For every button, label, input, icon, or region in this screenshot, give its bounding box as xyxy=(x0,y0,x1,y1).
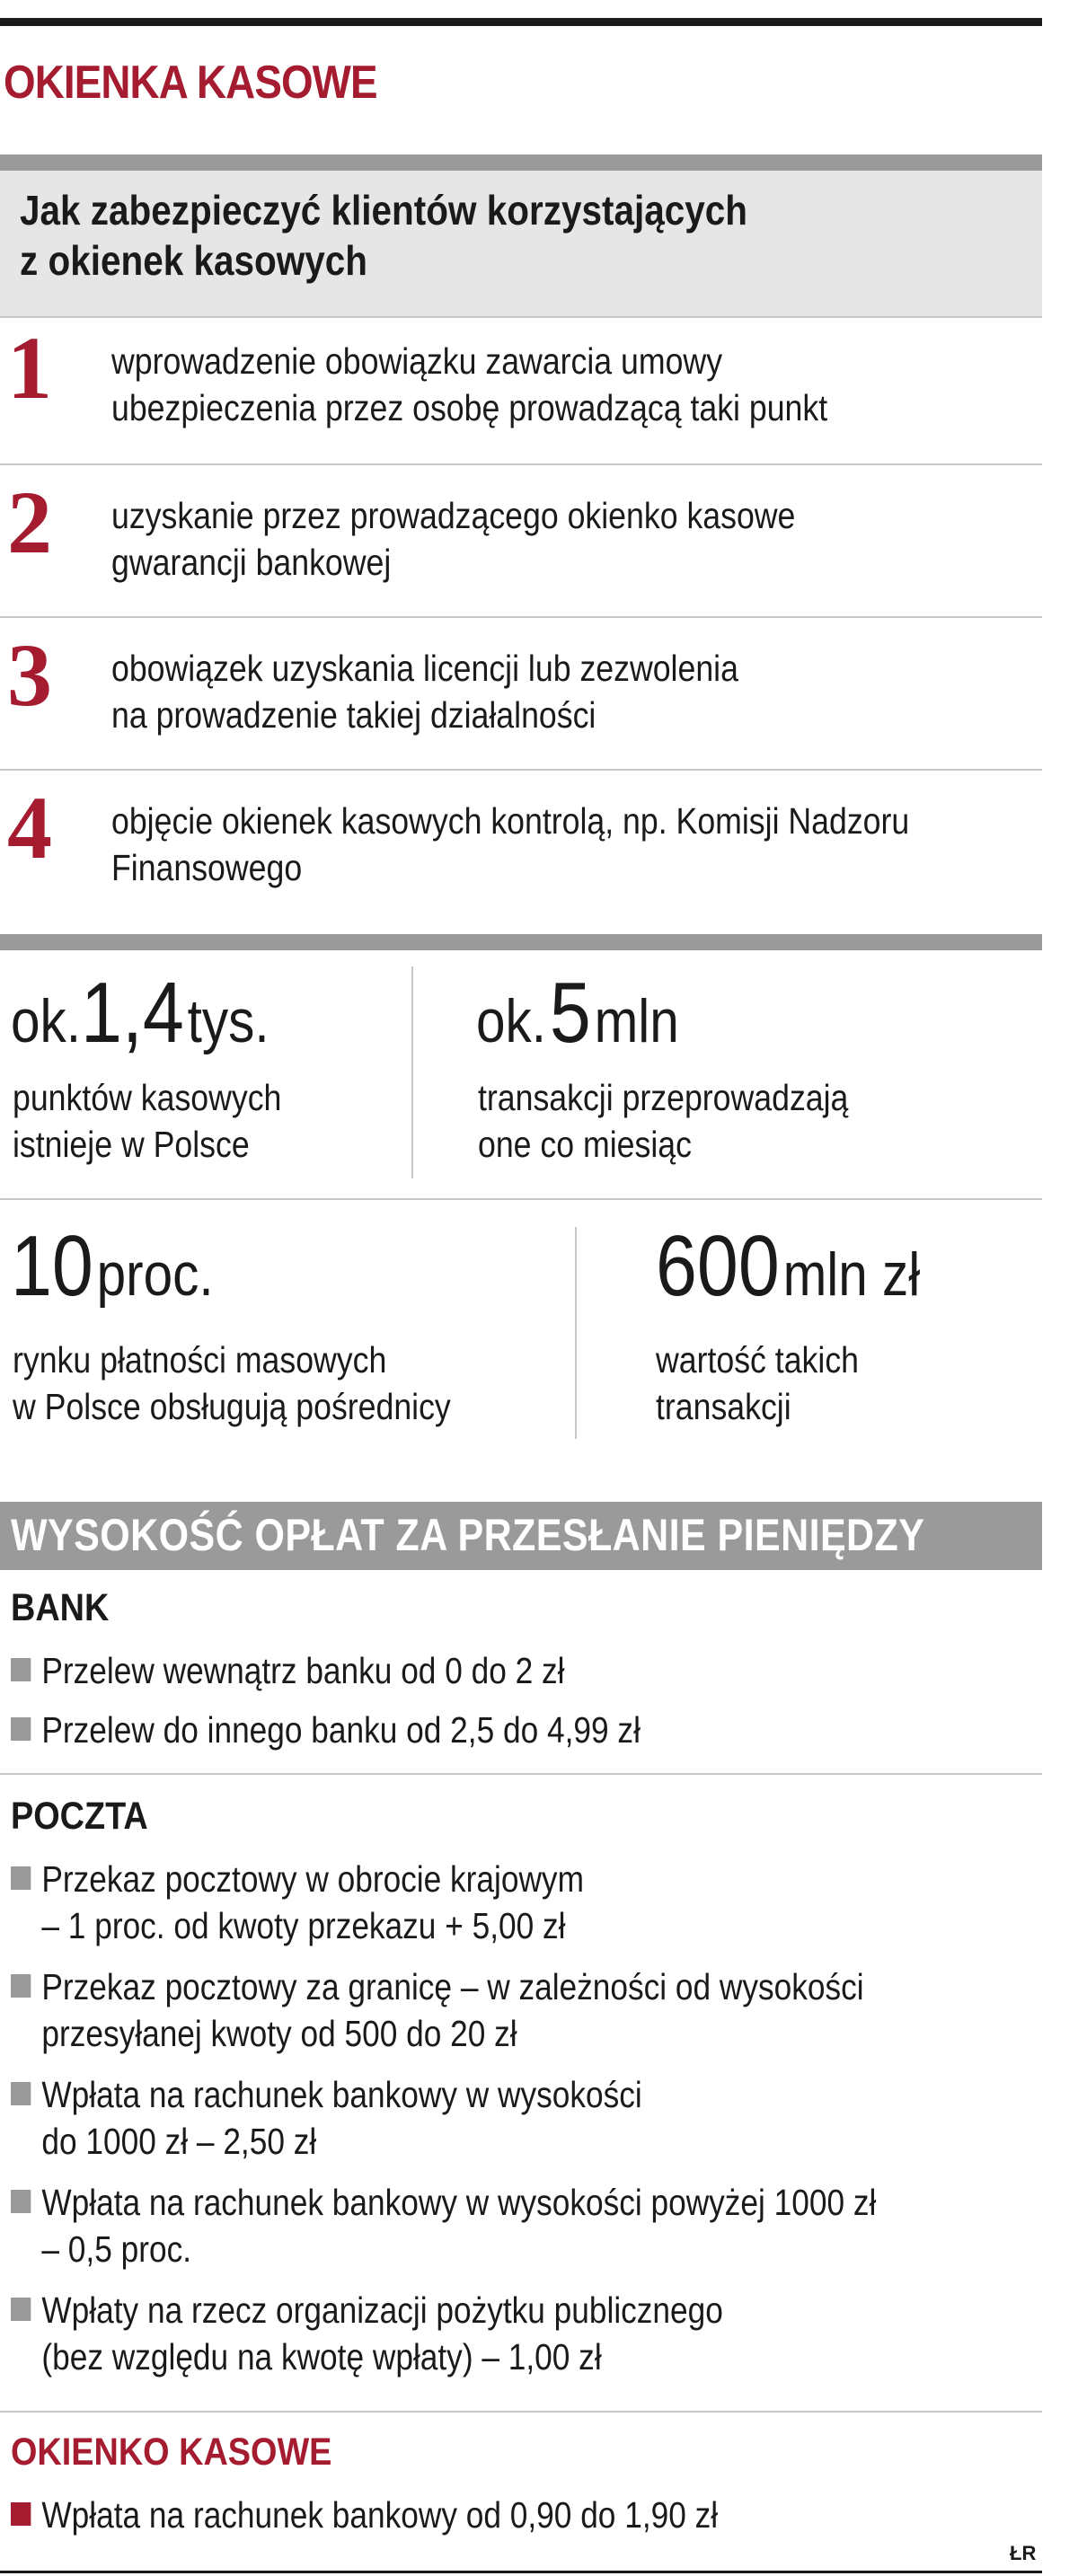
stat-1-value: 1,4 xyxy=(81,965,184,1061)
stat-3-unit: proc. xyxy=(96,1240,214,1309)
divider xyxy=(0,316,1042,318)
bullet-square-icon xyxy=(11,2082,31,2105)
step-2-line-1: uzyskanie przez prowadzącego okienko kasowe xyxy=(111,495,796,536)
stat-4-unit: mln zł xyxy=(782,1240,921,1309)
divider xyxy=(0,463,1042,465)
stat-4-value: 600 xyxy=(656,1218,780,1314)
step-3-line-2: na prowadzenie takiej działalności xyxy=(111,694,596,736)
step-text-2 xyxy=(111,492,924,586)
stat-2-prefix: ok. xyxy=(476,987,547,1055)
subtitle-line-2: z okienek kasowych xyxy=(20,237,367,284)
bullet-square-icon xyxy=(11,1974,31,1998)
poczta-item-4-line-1: Wpłata na rachunek bankowy w wysokości powyżej 1000 zł xyxy=(41,2182,877,2223)
bullet-square-icon xyxy=(11,1866,31,1890)
stat-points-count xyxy=(11,965,270,1061)
list-item xyxy=(11,1963,907,2057)
stat-1-unit: tys. xyxy=(187,987,270,1055)
step-number-1: 1 xyxy=(7,318,52,418)
stat-1-prefix: ok. xyxy=(11,987,82,1055)
list-item xyxy=(11,1647,907,1694)
stat-transactions-desc xyxy=(478,1074,848,1168)
subtitle xyxy=(20,185,906,286)
poczta-item-5-line-1: Wpłaty na rzecz organizacji pożytku publicznego xyxy=(41,2289,723,2331)
bank-item-2: Przelew do innego banku od 2,5 do 4,99 zł xyxy=(41,1709,641,1751)
step-3-line-1: obowiązek uzyskania licencji lub zezwolenia xyxy=(111,648,738,689)
stat-3-desc-line-1: rynku płatności masowych xyxy=(13,1339,387,1381)
stat-3-desc-line-2: w Polsce obsługują pośrednicy xyxy=(13,1386,451,1427)
okienko-heading: OKIENKO KASOWE xyxy=(11,2430,332,2474)
fees-title: WYSOKOŚĆ OPŁAT ZA PRZESŁANIE PIENIĘDZY xyxy=(11,1510,925,1560)
stat-market-desc xyxy=(13,1337,451,1430)
header-divider xyxy=(0,154,1042,171)
poczta-item-2-line-2: przesyłanej kwoty od 500 do 20 zł xyxy=(41,2013,517,2054)
poczta-item-1-line-2: – 1 proc. od kwoty przekazu + 5,00 zł xyxy=(41,1905,566,1946)
list-item xyxy=(11,2071,907,2165)
stat-transactions-count xyxy=(476,965,679,1061)
list-item xyxy=(11,2492,907,2538)
stat-4-desc-line-1: wartość takich xyxy=(656,1339,859,1381)
poczta-item-2-line-1: Przekaz pocztowy za granicę – w zależności od wysokości xyxy=(41,1966,864,2007)
step-number-4: 4 xyxy=(7,778,52,878)
bank-heading: BANK xyxy=(11,1586,110,1629)
poczta-item-3-line-2: do 1000 zł – 2,50 zł xyxy=(41,2121,317,2162)
stat-transaction-value xyxy=(656,1218,921,1314)
stat-3-value: 10 xyxy=(11,1218,93,1314)
stat-market-share xyxy=(11,1218,214,1314)
step-number-2: 2 xyxy=(7,472,52,572)
stat-2-unit: mln xyxy=(594,987,679,1055)
author-credit: ŁR xyxy=(1010,2542,1037,2564)
list-item xyxy=(11,2179,907,2272)
stat-1-desc-line-2: istnieje w Polsce xyxy=(13,1124,250,1165)
okienko-item-1: Wpłata na rachunek bankowy od 0,90 do 1,90 zł xyxy=(41,2494,719,2536)
bullet-square-icon xyxy=(11,1717,31,1741)
stat-2-desc-line-2: one co miesiąc xyxy=(478,1124,692,1165)
divider xyxy=(0,1198,1042,1200)
stat-divider xyxy=(575,1227,577,1439)
poczta-item-4-line-2: – 0,5 proc. xyxy=(41,2228,192,2270)
stat-divider xyxy=(411,966,413,1178)
step-text-4 xyxy=(111,798,924,891)
stat-2-desc-line-1: transakcji przeprowadzają xyxy=(478,1077,849,1118)
stat-value-desc xyxy=(656,1337,859,1430)
stat-points-desc xyxy=(13,1074,281,1168)
bullet-square-icon xyxy=(11,2298,31,2321)
step-number-3: 3 xyxy=(7,625,52,725)
stat-1-desc-line-1: punktów kasowych xyxy=(13,1077,282,1118)
step-4-line-1: objęcie okienek kasowych kontrolą, np. Komisji Nadzoru xyxy=(111,800,910,842)
step-2-line-2: gwarancji bankowej xyxy=(111,542,392,583)
bullet-square-icon xyxy=(11,1658,31,1681)
page-title: OKIENKA KASOWE xyxy=(4,57,377,109)
step-text-3 xyxy=(111,645,924,738)
bank-item-1: Przelew wewnątrz banku od 0 do 2 zł xyxy=(41,1650,565,1691)
divider xyxy=(0,2411,1042,2413)
bullet-square-icon xyxy=(11,2190,31,2213)
list-item xyxy=(11,2287,907,2380)
list-item xyxy=(11,1856,907,1949)
bullet-square-icon xyxy=(11,2502,31,2526)
poczta-item-3-line-1: Wpłata na rachunek bankowy w wysokości xyxy=(41,2074,642,2115)
step-1-line-1: wprowadzenie obowiązku zawarcia umowy xyxy=(111,340,723,382)
step-4-line-2: Finansowego xyxy=(111,847,303,888)
subtitle-line-1: Jak zabezpieczyć klientów korzystających xyxy=(20,187,747,234)
stat-4-desc-line-2: transakcji xyxy=(656,1386,791,1427)
stat-2-value: 5 xyxy=(549,965,591,1061)
list-item xyxy=(11,1707,907,1753)
poczta-item-5-line-2: (bez względu na kwotę wpłaty) – 1,00 zł xyxy=(41,2336,602,2378)
top-rule xyxy=(0,18,1042,26)
bottom-rule xyxy=(0,2571,1042,2573)
divider xyxy=(0,769,1042,771)
poczta-heading: POCZTA xyxy=(11,1795,148,1838)
poczta-item-1-line-1: Przekaz pocztowy w obrocie krajowym xyxy=(41,1858,584,1900)
stats-divider xyxy=(0,934,1042,950)
divider xyxy=(0,1773,1042,1775)
step-1-line-2: ubezpieczenia przez osobę prowadzącą taki punkt xyxy=(111,387,828,428)
step-text-1 xyxy=(111,338,924,431)
divider xyxy=(0,616,1042,618)
